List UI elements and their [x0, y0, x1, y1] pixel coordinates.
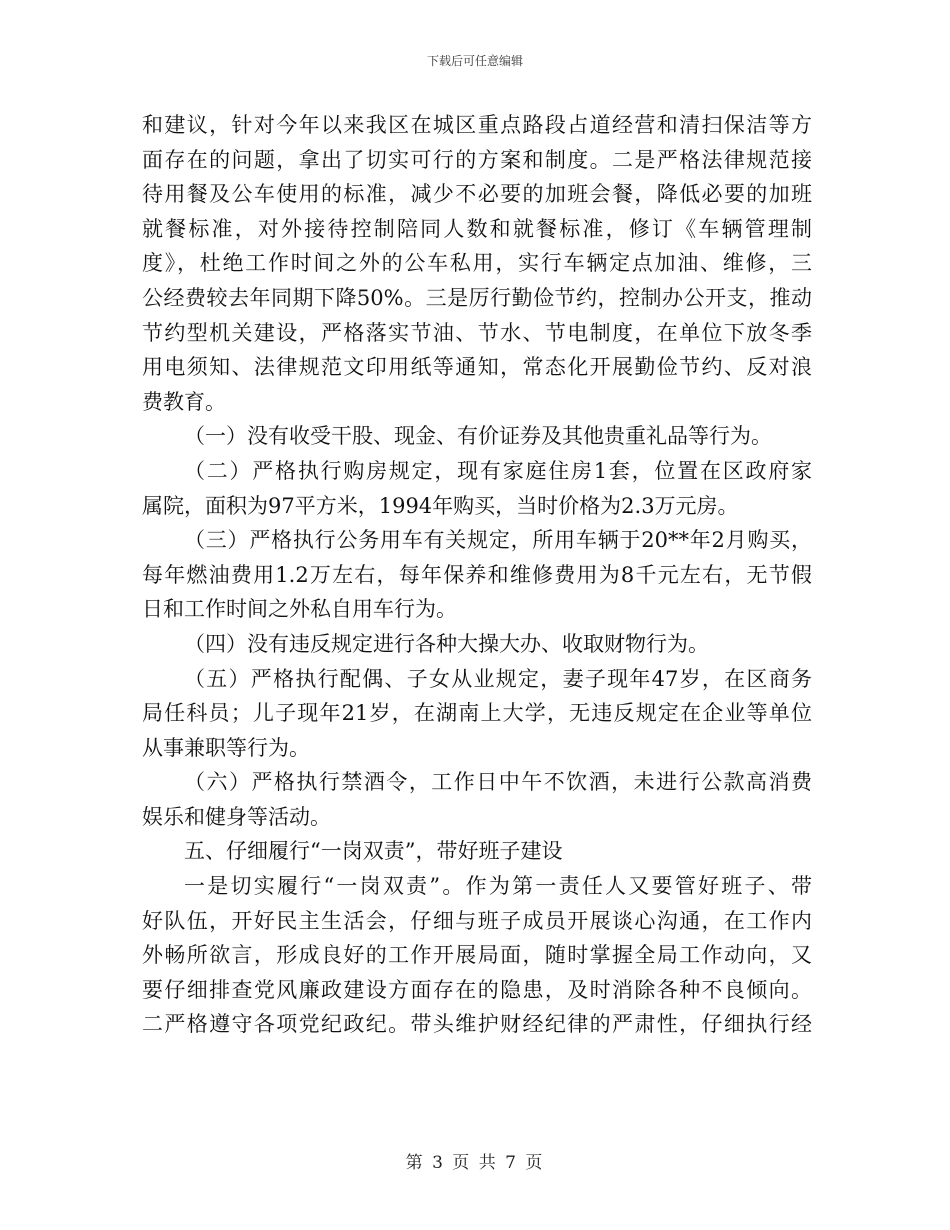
text-line: 娱乐和健身等活动。 — [142, 804, 331, 829]
text-line: 度》，杜绝工作时间之外的公车私用，实行车辆定点加油、维修，三 — [142, 251, 812, 276]
text-line: 面存在的问题，拿出了切实可行的方案和制度。二是严格法律规范接 — [142, 147, 812, 172]
text-line: 待用餐及公车使用的标准，减少不必要的加班会餐，降低必要的加班 — [142, 182, 812, 207]
text-line: 要仔细排查党风廉政建设方面存在的隐患，及时消除各种不良倾向。 — [142, 977, 812, 1002]
page-header: 下载后可任意编辑 — [426, 54, 523, 68]
text-line: 一是切实履行“一岗双责”。作为第一责任人又要管好班子、带 — [184, 874, 812, 899]
text-line: 属院，面积为97平方米，1994年购买，当时价格为2.3万元房。 — [142, 493, 739, 518]
text-line: 好队伍，开好民主生活会，仔细与班子成员开展谈心沟通，在工作内 — [142, 908, 812, 933]
text-line: 二严格遵守各项党纪政纪。带头维护财经纪律的严肃性，仔细执行经 — [142, 1012, 812, 1037]
text-line: （四）没有违反规定进行各种大操大办、收取财物行为。 — [184, 631, 709, 656]
text-line: 和建议，针对今年以来我区在城区重点路段占道经营和清扫保洁等方 — [142, 113, 812, 137]
text-line: （五）严格执行配偶、子女从业规定，妻子现年47岁，在区商务 — [184, 666, 812, 691]
text-line: 用电须知、法律规范文印用纸等通知，常态化开展勤俭节约、反对浪 — [142, 355, 812, 380]
text-line: （六）严格执行禁酒令，工作日中午不饮酒，未进行公款高消费 — [184, 770, 812, 795]
text-line: 从事兼职等行为。 — [142, 735, 310, 760]
text-line: 费教育。 — [142, 389, 226, 414]
text-line: 日和工作时间之外私自用车行为。 — [142, 597, 457, 622]
text-line: （一）没有收受干股、现金、有价证券及其他贵重礼品等行为。 — [184, 424, 772, 449]
section-heading: 五、仔细履行“一岗双责”，带好班子建设 — [184, 839, 563, 864]
text-line: 节约型机关建设，严格落实节油、节水、节电制度，在单位下放冬季 — [142, 320, 812, 345]
document-body — [142, 108, 812, 1042]
text-line: 每年燃油费用1.2万左右，每年保养和维修费用为8千元左右，无节假 — [142, 562, 812, 587]
text-line: 局任科员；儿子现年21岁，在湖南上大学，无违反规定在企业等单位 — [142, 701, 812, 726]
text-line: 外畅所欲言，形成良好的工作开展局面，随时掌握全局工作动向，又 — [142, 943, 812, 968]
text-line: （二）严格执行购房规定，现有家庭住房1套，位置在区政府家 — [184, 458, 812, 483]
page-number-footer: 第 3 页 共 7 页 — [405, 1153, 545, 1173]
text-line: 就餐标准，对外接待控制陪同人数和就餐标准，修订《车辆管理制 — [142, 216, 812, 241]
text-line: 公经费较去年同期下降50%。三是厉行勤俭节约，控制办公开支，推动 — [142, 285, 812, 310]
text-line: （三）严格执行公务用车有关规定，所用车辆于20**年2月购买， — [184, 528, 812, 553]
